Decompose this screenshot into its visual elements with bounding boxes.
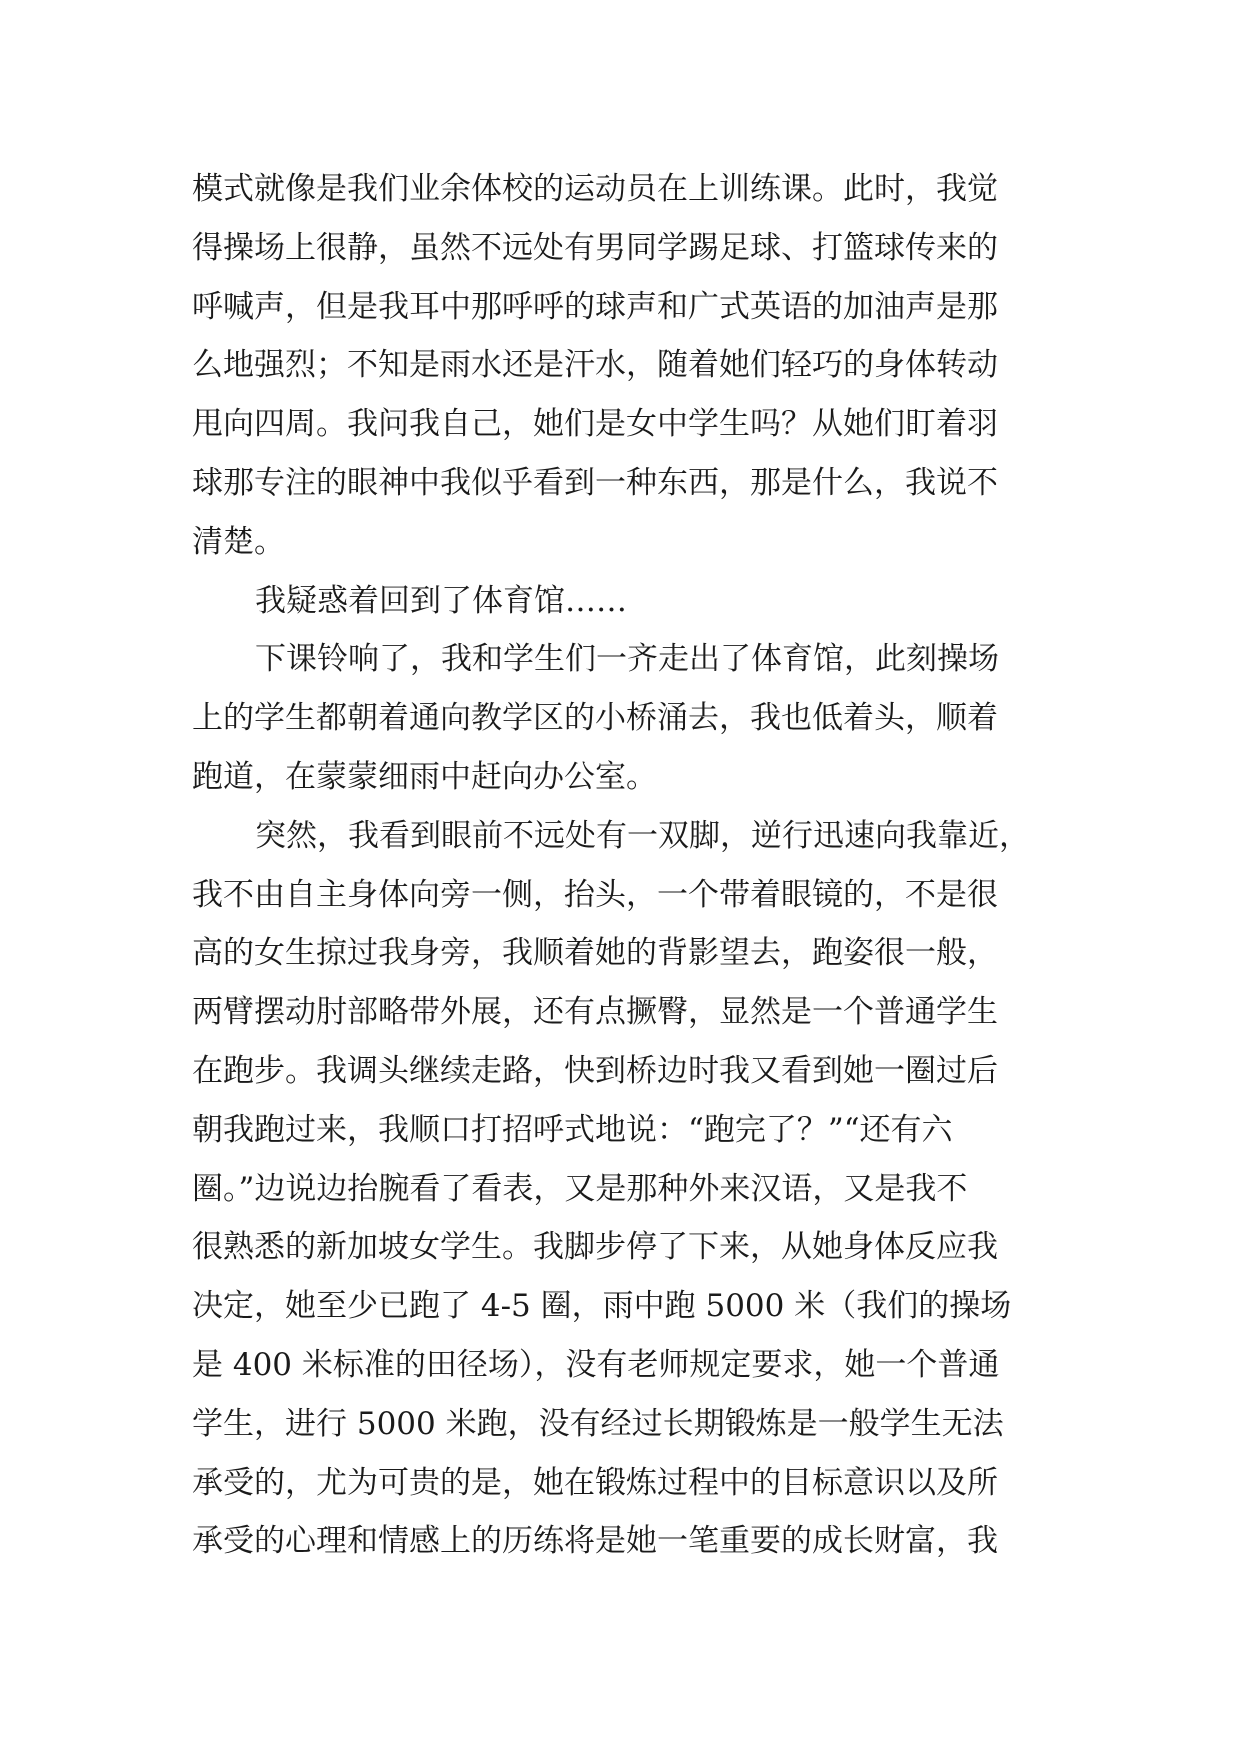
text-line: 呼喊声，但是我耳中那呼呼的球声和广式英语的加油声是那 xyxy=(192,288,998,325)
text-line: 得操场上很静，虽然不远处有男同学踢足球、打篮球传来的 xyxy=(192,229,998,266)
text-line: 球那专注的眼神中我似乎看到一种东西，那是什么，我说不 xyxy=(192,464,998,501)
text-line: 两臂摆动肘部略带外展，还有点撅臀，显然是一个普通学生 xyxy=(192,994,998,1031)
text-line: 承受的心理和情感上的历练将是她一笔重要的成长财富，我 xyxy=(192,1523,998,1560)
text-line: 清楚。 xyxy=(192,523,285,560)
text-line: 甩向四周。我问我自己，她们是女中学生吗？从她们盯着羽 xyxy=(192,406,998,443)
text-line: 跑道，在蒙蒙细雨中赶向办公室。 xyxy=(192,758,657,795)
text-line: 学生，进行 5000 米跑，没有经过长期锻炼是一般学生无法 xyxy=(192,1405,1004,1442)
text-line: 上的学生都朝着通向教学区的小桥涌去，我也低着头，顺着 xyxy=(192,700,998,737)
text-line: 突然，我看到眼前不远处有一双脚，逆行迅速向我靠近， xyxy=(255,817,1030,854)
text-line: 承受的，尤为可贵的是，她在锻炼过程中的目标意识以及所 xyxy=(192,1464,998,1501)
text-line: 么地强烈；不知是雨水还是汗水，随着她们轻巧的身体转动 xyxy=(192,347,998,384)
text-line: 高的女生掠过我身旁，我顺着她的背影望去，跑姿很一般， xyxy=(192,935,998,972)
text-line: 朝我跑过来，我顺口打招呼式地说：“跑完了？”“还有六 xyxy=(192,1111,953,1148)
text-line: 很熟悉的新加坡女学生。我脚步停了下来，从她身体反应我 xyxy=(192,1229,998,1266)
paragraph xyxy=(192,572,1050,631)
article-body xyxy=(192,160,1050,1571)
text-line: 是 400 米标准的田径场），没有老师规定要求，她一个普通 xyxy=(192,1346,1000,1383)
text-line: 下课铃响了，我和学生们一齐走出了体育馆，此刻操场 xyxy=(255,641,999,678)
text-line: 在跑步。我调头继续走路，快到桥边时我又看到她一圈过后 xyxy=(192,1052,998,1089)
text-line: 模式就像是我们业余体校的运动员在上训练课。此时，我觉 xyxy=(192,171,998,207)
text-line: 决定，她至少已跑了 4-5 圈，雨中跑 5000 米（我们的操场 xyxy=(192,1288,1012,1325)
text-line: 我不由自主身体向旁一侧，抬头，一个带着眼镜的，不是很 xyxy=(192,876,998,913)
paragraph xyxy=(192,807,1050,1571)
text-line: 圈。”边说边抬腕看了看表，又是那种外来汉语，又是我不 xyxy=(192,1170,968,1207)
paragraph xyxy=(192,160,1050,572)
paragraph xyxy=(192,630,1050,806)
text-line: 我疑惑着回到了体育馆…… xyxy=(255,582,627,619)
